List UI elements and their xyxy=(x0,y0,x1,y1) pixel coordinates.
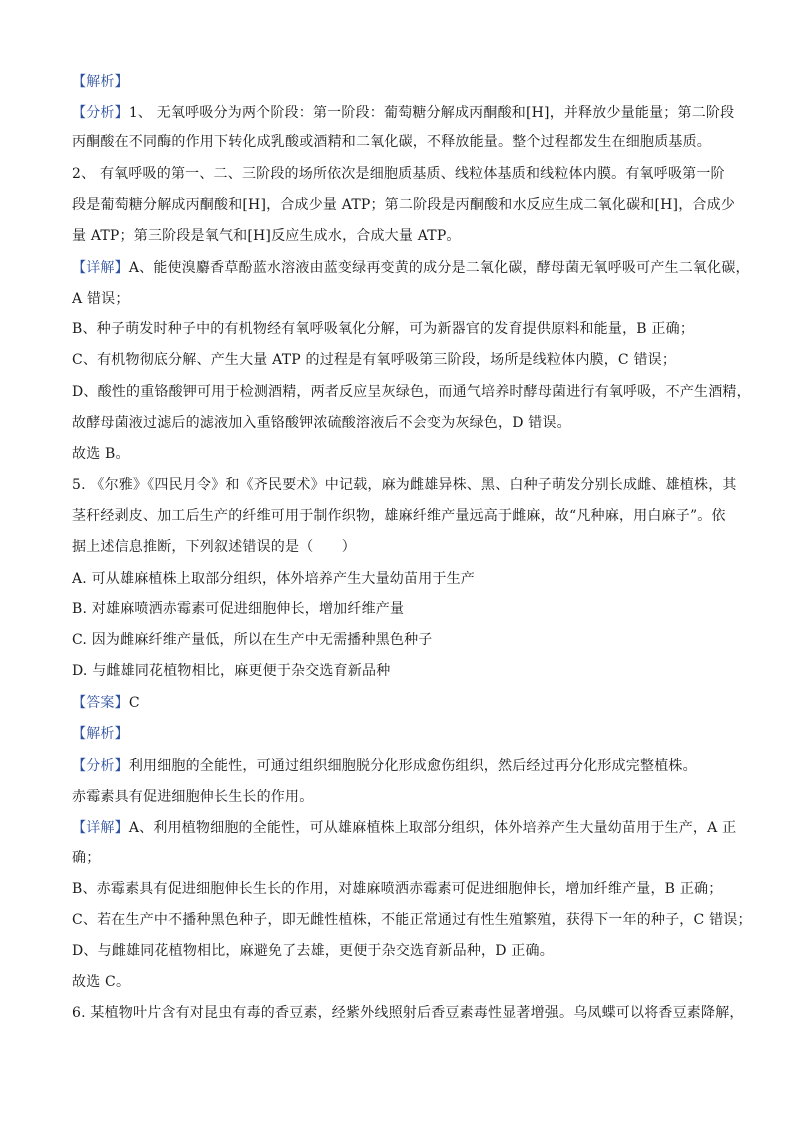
line-text: 1、 无氧呼吸分为两个阶段：第一阶段：葡萄糖分解成丙酮酸和[H]，并释放少量能量；第二阶段 xyxy=(128,105,735,121)
text-line xyxy=(72,73,129,91)
line-text: 茎秆经剥皮、加工后生产的纤维可用于制作织物，雄麻纤维产量远高于雌麻，故“凡种麻，用白麻子”。依 xyxy=(72,508,726,524)
line-text: D、酸性的重铬酸钾可用于检测酒精，两者反应呈灰绿色，而通气培养时酵母菌进行有氧呼吸，不产生酒精， xyxy=(72,384,751,400)
section-tag: 【分析】 xyxy=(72,105,129,121)
line-text: 故选 B。 xyxy=(72,446,130,462)
text-line xyxy=(72,104,734,122)
text-line xyxy=(72,973,130,991)
line-text: C xyxy=(128,695,140,711)
line-text: C、若在生产中不播种黑色种子，即无雌性植株，不能正常通过有性生殖繁殖，获得下一年的种子，C 错误； xyxy=(72,912,752,928)
line-text: 段是葡萄糖分解成丙酮酸和[H]，合成少量 ATP；第二阶段是丙酮酸和水反应生成二氧化碳和[H]，合成少 xyxy=(72,197,736,213)
line-text: 赤霉素具有促进细胞伸长生长的作用。 xyxy=(72,789,314,805)
text-line xyxy=(72,725,129,743)
text-line xyxy=(72,694,140,712)
text-line xyxy=(72,290,130,308)
text-line xyxy=(72,880,722,898)
line-text: B、赤霉素具有促进细胞伸长生长的作用，对雄麻喷洒赤霉素可促进细胞伸长，增加纤维产量，B 正确； xyxy=(72,881,723,897)
line-text: D. 与雌雄同花植物相比，麻更便于杂交选育新品种 xyxy=(72,663,391,679)
text-line xyxy=(72,538,356,556)
text-line xyxy=(72,788,313,806)
section-tag: 【解析】 xyxy=(72,726,129,742)
section-tag: 【详解】 xyxy=(72,820,129,836)
text-line xyxy=(72,819,736,837)
line-text: C. 因为雌麻纤维产量低，所以在生产中无需播种黑色种子 xyxy=(72,632,433,648)
section-tag: 【详解】 xyxy=(72,260,129,276)
text-line xyxy=(72,1004,744,1022)
text-line xyxy=(72,631,433,649)
line-text: A、利用植物细胞的全能性，可从雄麻植株上取部分组织，体外培养产生大量幼苗用于生产，A 正 xyxy=(128,820,737,836)
line-text: 丙酮酸在不同酶的作用下转化成乳酸或酒精和二氧化碳，不释放能量。整个过程都发生在细胞质基质。 xyxy=(72,134,711,150)
line-text: 量 ATP；第三阶段是氧气和[H]反应生成水，合成大量 ATP。 xyxy=(72,228,461,244)
text-line xyxy=(72,196,735,214)
section-tag: 【答案】 xyxy=(72,695,129,711)
text-line xyxy=(72,570,475,588)
line-text: B、种子萌发时种子中的有机物经有氧呼吸氧化分解，可为新器官的发育提供原料和能量，B 正确； xyxy=(72,321,695,337)
text-line xyxy=(72,911,752,929)
line-text: C、有机物彻底分解、产生大量 ATP 的过程是有氧呼吸第三阶段，场所是线粒体内膜，C 错误； xyxy=(72,352,677,368)
text-line xyxy=(72,942,554,960)
text-line xyxy=(72,383,751,401)
line-text: A 错误； xyxy=(72,291,130,307)
text-line xyxy=(72,259,750,277)
text-line xyxy=(72,227,461,245)
text-line xyxy=(72,351,676,369)
line-text: 故选 C。 xyxy=(72,974,131,990)
text-line xyxy=(72,476,737,494)
line-text: 故酵母菌液过滤后的滤液加入重铬酸钾浓硫酸溶液后不会变为灰绿色，D 错误。 xyxy=(72,415,571,431)
line-text: A. 可从雄麻植株上取部分组织，体外培养产生大量幼苗用于生产 xyxy=(72,571,476,587)
line-text: 确； xyxy=(72,850,101,866)
text-line xyxy=(72,849,100,867)
line-text: 5. 《尔雅》《四民月令》和《齐民要术》中记载，麻为雌雄异株、黑、白种子萌发分别长成雌、雄植株，其 xyxy=(72,477,737,493)
line-text: 2、 有氧呼吸的第一、二、三阶段的场所依次是细胞质基质、线粒体基质和线粒体内膜。有氧呼吸第一阶 xyxy=(72,166,725,182)
text-line xyxy=(72,414,571,432)
section-tag: 【解析】 xyxy=(72,74,129,90)
text-line xyxy=(72,445,130,463)
text-line xyxy=(72,757,697,775)
text-line xyxy=(72,133,711,151)
text-line xyxy=(72,507,726,525)
line-text: B. 对雄麻喷洒赤霉素可促进细胞伸长，增加纤维产量 xyxy=(72,601,405,617)
line-text: A、能使溴麝香草酚蓝水溶液由蓝变绿再变黄的成分是二氧化碳，酵母菌无氧呼吸可产生二氧化碳， xyxy=(128,260,750,276)
section-tag: 【分析】 xyxy=(72,758,129,774)
text-line xyxy=(72,662,390,680)
text-line xyxy=(72,320,694,338)
line-text: D、与雌雄同花植物相比，麻避免了去雄，更便于杂交选育新品种，D 正确。 xyxy=(72,943,554,959)
text-line xyxy=(72,165,725,183)
line-text: 6. 某植物叶片含有对昆虫有毒的香豆素，经紫外线照射后香豆素毒性显著增强。乌凤蝶可以将香豆素降解， xyxy=(72,1005,744,1021)
line-text: 据上述信息推断，下列叙述错误的是（ ） xyxy=(72,539,356,555)
text-line xyxy=(72,600,404,618)
line-text: 利用细胞的全能性，可通过组织细胞脱分化形成愈伤组织，然后经过再分化形成完整植株。 xyxy=(128,758,697,774)
